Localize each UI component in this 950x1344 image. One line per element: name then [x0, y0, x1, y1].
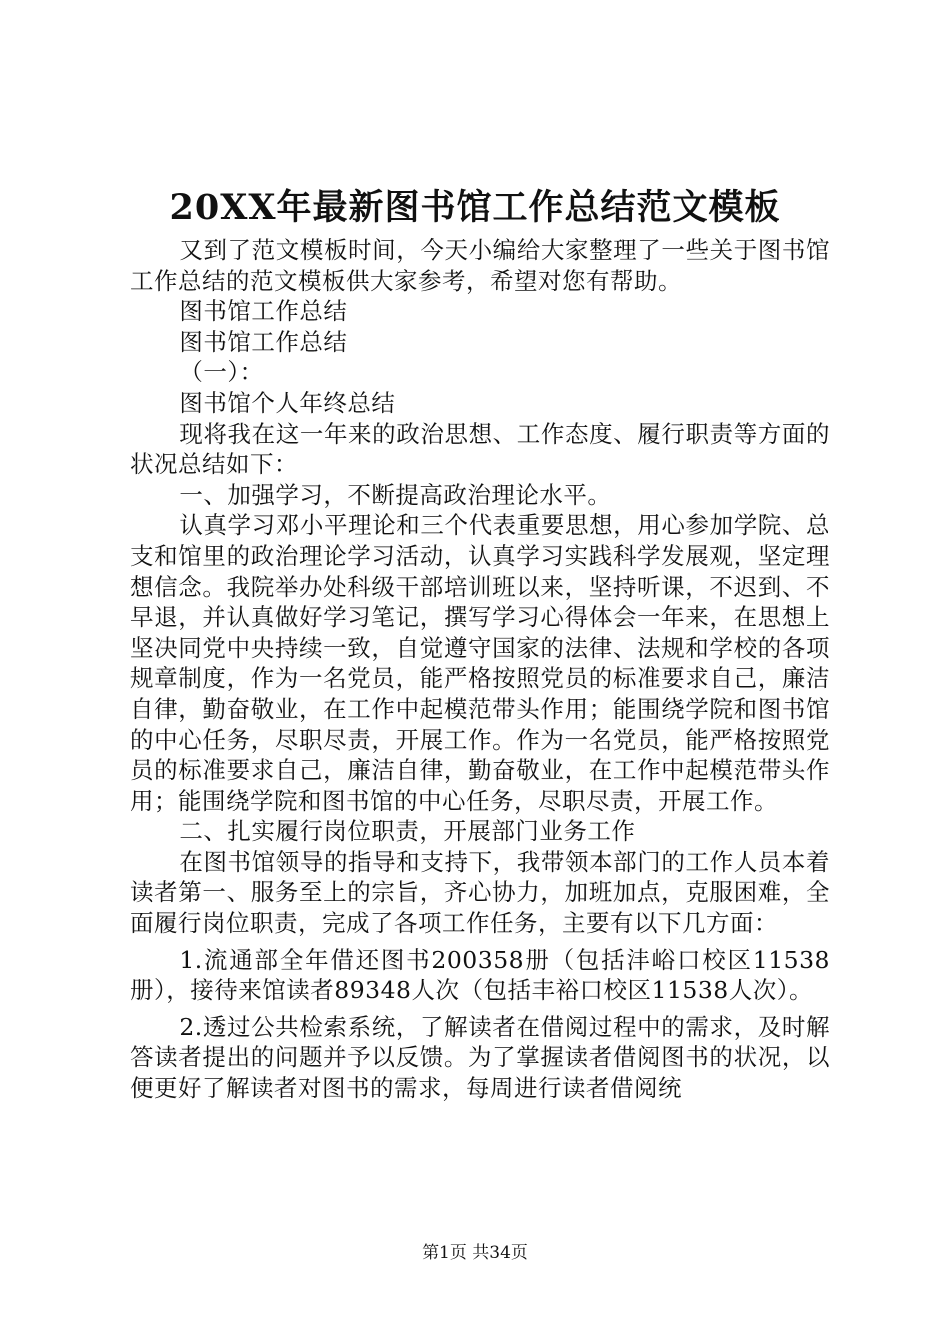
document-title: 20XX年最新图书馆工作总结范文模板 [169, 187, 781, 228]
paragraph: 图书馆工作总结 [179, 297, 348, 326]
paragraph: 现将我在这一年来的政治思想、工作态度、履行职责等方面的状况总结如下： [130, 419, 830, 479]
paragraph: 图书馆个人年终总结 [179, 388, 396, 417]
paragraph: 一、加强学习，不断提高政治理论水平。 [179, 480, 612, 509]
paragraph: 在图书馆领导的指导和支持下，我带领本部门的工作人员本着读者第一、服务至上的宗旨，齐心协力，加班加点，克服困难，全面履行岗位职责，完成了各项工作任务，主要有以下几方面： [130, 847, 830, 938]
paragraph: 图书馆工作总结 [179, 327, 348, 356]
page-footer: 第1页 共34页 [422, 1243, 528, 1263]
paragraph: 2.透过公共检索系统，了解读者在借阅过程中的需求，及时解答读者提出的问题并予以反馈。为了掌握读者借阅图书的状况，以便更好了解读者对图书的需求，每周进行读者借阅统 [130, 1012, 830, 1103]
paragraph: 认真学习邓小平理论和三个代表重要思想，用心参加学院、总支和馆里的政治理论学习活动，认真学习实践科学发展观，坚定理想信念。我院举办处科级干部培训班以来，坚持听课，不迟到、不早退，并认真做好学习笔记，撰写学习心得体会一年来，在思想上坚决同党中央持续一致，自觉遵守国家的法律、法规和学校的各项规章制度，作为一名党员，能严格按照党员的标准要求自己，廉洁自律，勤奋敬业，在工作中起模范带头作用；能围绕学院和图书馆的中心任务，尽职尽责，开展工作。作为一名党员，能严格按照党员的标准要求自己，廉洁自律，勤奋敬业，在工作中起模范带头作用；能围绕学院和图书馆的中心任务，尽职尽责，开展工作。 [130, 511, 830, 815]
paragraph: 又到了范文模板时间，今天小编给大家整理了一些关于图书馆工作总结的范文模板供大家参考，希望对您有帮助。 [130, 236, 830, 295]
paragraph: 1.流通部全年借还图书200358册（包括沣峪口校区11538册），接待来馆读者89348人次（包括丰裕口校区11538人次）。 [130, 945, 830, 1005]
paragraph: （一）： [179, 358, 264, 387]
document-body [130, 235, 830, 1104]
paragraph: 二、扎实履行岗位职责，开展部门业务工作 [179, 817, 636, 846]
